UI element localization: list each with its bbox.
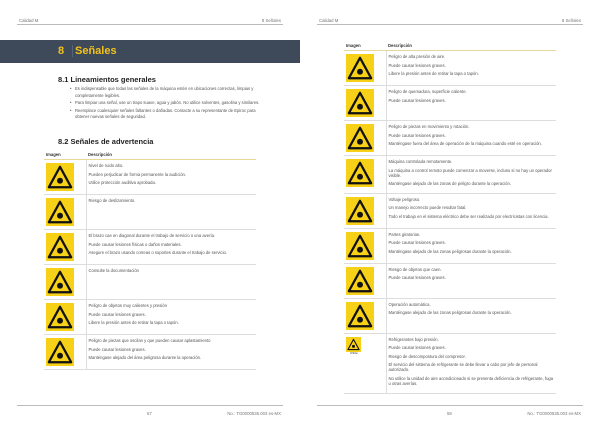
- bullet-item: • Para limpiar una señal, use un trapo suave, agua y jabón. No utilice solventes, gasolina y similares.: [75, 100, 260, 107]
- general-warning-sign-icon: [46, 268, 74, 296]
- table-row: [344, 298, 556, 333]
- sign-image-cell: [44, 335, 86, 370]
- table-row: [44, 195, 256, 230]
- chapter-title-band: [0, 40, 300, 63]
- warning-signs-table: [44, 150, 256, 370]
- description-line: Libere la presión antes de retirar la tapa o tapón.: [388, 71, 479, 76]
- sign-description: [386, 263, 556, 298]
- table-row: [344, 156, 556, 194]
- table-row: [344, 263, 556, 298]
- sign-description: [86, 230, 256, 265]
- crush-hazard-sign-icon: [46, 338, 74, 366]
- sign-description: [386, 333, 556, 393]
- page-number: 57: [147, 411, 152, 416]
- description-line: Puede causar lesiones graves.: [388, 97, 446, 103]
- description-line: Todo el trabajo en el sistema eléctrico debe ser realizado por electricistas con licencia.: [388, 213, 549, 219]
- description-line: Riesgo de deslizamiento.: [88, 198, 136, 203]
- falling-boom-sign-icon: [46, 233, 74, 261]
- header-left: Calidad M: [319, 18, 339, 23]
- table-row: [44, 230, 256, 265]
- sign-description: [386, 121, 556, 156]
- table-row: [344, 86, 556, 121]
- description-line: Máquina controlada remotamente.: [388, 159, 453, 164]
- description-line: Partes giratorias.: [388, 231, 421, 237]
- sign-description: [86, 335, 256, 370]
- description-line: La máquina a control remoto puede comenzar a moverse, incluso si no hay un operador visible.: [388, 167, 552, 178]
- table-row: [44, 160, 256, 195]
- page-number: 58: [447, 411, 452, 416]
- sign-description: [386, 86, 556, 121]
- sign-image-cell: [344, 51, 386, 86]
- description-line: El servicio del sistema de refrigerante se debe llevar a cabo por jefe de personal autorizado.: [388, 362, 538, 373]
- column-header-image: Imagen: [344, 41, 386, 51]
- description-line: Puede causar lesiones graves.: [388, 62, 446, 68]
- table-row: [44, 300, 256, 335]
- sign-image-cell: [44, 195, 86, 230]
- description-line: Un manejo incorrecto puede resultar fatal.: [388, 205, 467, 211]
- description-line: Puede causar lesiones graves.: [388, 275, 446, 281]
- description-line: Riesgo de descompostura del compresor.: [388, 353, 466, 359]
- description-line: El brazo cae en diagonal durante el trabajo de servicio o una avería.: [88, 233, 216, 238]
- page-header: [17, 16, 283, 25]
- description-line: Utilice protección auditiva aprobada.: [88, 180, 157, 185]
- bullet-item: • Es indispensable que todas las señales de la máquina estén en ubicaciones correctas, limpias y completamente legibles.: [75, 86, 260, 99]
- sign-description: [86, 300, 256, 335]
- sign-description: [386, 228, 556, 263]
- header-right: 8 Señales: [261, 18, 281, 23]
- table-row: [44, 335, 256, 370]
- warning-signs-table-continued: [344, 41, 556, 394]
- description-line: Puede causar lesiones graves.: [88, 346, 146, 352]
- sign-image-cell: [344, 298, 386, 333]
- page-footer: [17, 405, 283, 416]
- high-voltage-sign-icon: [346, 197, 374, 225]
- sign-image-cell: [344, 193, 386, 228]
- sign-image-cell: [44, 265, 86, 300]
- refrigerant-label: R32a: [350, 350, 358, 355]
- rotating-parts-sign-icon: [346, 232, 374, 260]
- remote-control-sign-icon: [346, 159, 374, 187]
- table-row: [344, 333, 556, 393]
- sign-image-cell: [344, 263, 386, 298]
- chapter-title: Señales: [72, 45, 117, 57]
- moving-parts-sign-icon: [346, 124, 374, 152]
- chapter-number: 8: [58, 45, 65, 57]
- sign-image-cell: [344, 156, 386, 194]
- description-line: Refrigerantes bajo presión.: [388, 336, 439, 342]
- section-heading-general: 8.1 Lineamientos generales: [58, 75, 156, 84]
- column-header-description: Descripción: [386, 41, 556, 51]
- sign-description: [86, 265, 256, 300]
- description-line: Manténgase alejado de las zonas peligrosas durante la operación.: [388, 310, 512, 316]
- sign-image-cell: [44, 160, 86, 195]
- sign-image-cell: [344, 228, 386, 263]
- automatic-operation-sign-icon: [346, 302, 374, 330]
- description-line: Pueden perjudicar de forma permanente la audición.: [88, 171, 187, 177]
- sign-image-cell: [44, 300, 86, 335]
- table-row: [44, 265, 256, 300]
- table-row: [344, 228, 556, 263]
- description-line: Puede causar lesiones graves.: [388, 132, 446, 138]
- description-line: Manténgase alejado del área peligrosa durante la operación.: [88, 355, 202, 360]
- falling-objects-sign-icon: [346, 267, 374, 295]
- description-line: No utilice la unidad de aire acondicionado si se presenta deficiencia de refrigerante, fuga u otras averías.: [388, 375, 554, 387]
- sign-description: [386, 51, 556, 86]
- description-line: Peligro de piezas en movimiento y rotación.: [388, 124, 470, 129]
- description-line: Puede causar lesiones graves.: [88, 311, 146, 317]
- refrigerant-sign-icon: [346, 337, 361, 352]
- table-row: [344, 51, 556, 86]
- page-58: [300, 0, 600, 424]
- slip-hazard-sign-icon: [46, 198, 74, 226]
- sign-image-cell: [344, 333, 386, 393]
- description-line: Peligro de objetos muy calientes y presión: [88, 303, 167, 308]
- description-line: Manténgase alejado de las zonas peligrosas durante la operación.: [388, 248, 512, 254]
- hot-surface-sign-icon: [346, 89, 374, 117]
- sign-description: [86, 195, 256, 230]
- sign-image-cell: [344, 86, 386, 121]
- header-left: Calidad M: [19, 18, 39, 23]
- description-line: Libere la presión antes de retirar la tapa o tapón.: [88, 320, 179, 325]
- sign-description: [386, 156, 556, 194]
- document-number: No.: TG0000535.003 es-MX: [227, 411, 281, 416]
- sign-description: [386, 298, 556, 333]
- description-line: Peligro de piezas que oscilan y que pueden causar aplastamiento: [88, 338, 211, 343]
- description-line: Riesgo de objetos que caen.: [388, 266, 442, 272]
- hot-pressurized-sign-icon: [46, 303, 74, 331]
- sign-description: [386, 193, 556, 228]
- header-right: 8 Señales: [561, 18, 581, 23]
- description-line: Puede causar lesiones graves.: [388, 345, 446, 351]
- description-line: Manténgase alejado de las zonas de peligro durante la operación.: [388, 181, 511, 187]
- description-line: Manténgase fuera del área de operación de la máquina cuando esté en operación.: [388, 141, 542, 146]
- sign-image-cell: [44, 230, 86, 265]
- document-number: No.: TG0000535.003 es-MX: [527, 411, 581, 416]
- air-pressure-sign-icon: [346, 54, 374, 82]
- section-heading-warnings: 8.2 Señales de advertencia: [58, 137, 154, 146]
- description-line: Asegure el brazo usando correas o soportes durante el trabajo de servicio.: [88, 250, 228, 255]
- description-line: Puede causar lesiones físicas o daños materiales.: [88, 241, 182, 247]
- description-line: Peligro de quemadura, superficie caliente.: [388, 89, 467, 94]
- bullet-item: • Reemplace cualesquier señales faltantes o dañadas. Contacte a su representante de Epiroc para obtener nuevas señales de seguridad.: [75, 108, 260, 121]
- column-header-image: Imagen: [44, 150, 86, 160]
- table-row: [344, 121, 556, 156]
- description-line: Operación automática.: [388, 301, 431, 307]
- description-line: Voltaje peligroso.: [388, 196, 421, 202]
- table-row: [344, 193, 556, 228]
- description-line: Nivel de ruido alto.: [88, 163, 124, 168]
- column-header-description: Descripción: [86, 150, 256, 160]
- description-line: Puede causar lesiones graves.: [388, 240, 446, 246]
- description-line: Peligro de alta presión de aire.: [388, 54, 446, 59]
- page-header: [317, 16, 583, 25]
- hearing-protection-sign-icon: [46, 163, 74, 191]
- description-line: Consulte la documentación: [88, 268, 140, 273]
- page-footer: [317, 405, 583, 416]
- sign-image-cell: [344, 121, 386, 156]
- sign-description: [86, 160, 256, 195]
- guidelines-list: [75, 86, 260, 122]
